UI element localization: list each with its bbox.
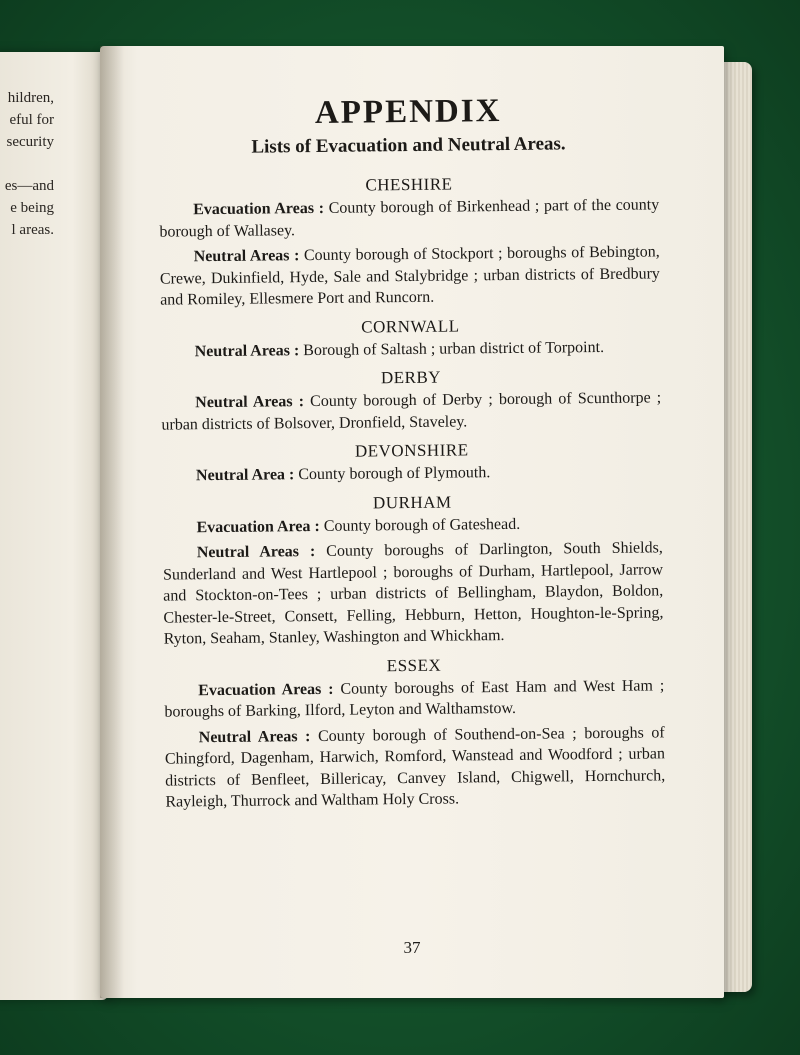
appendix-content bbox=[158, 91, 666, 817]
area-entry bbox=[162, 460, 662, 487]
left-page-text-line: es—and bbox=[4, 178, 54, 194]
area-entry bbox=[163, 537, 664, 650]
area-type-label: Evacuation Area : bbox=[196, 517, 320, 536]
county-heading: DERBY bbox=[380, 367, 442, 388]
area-list-text: County borough of Birkenhead ; part of the county borough of Wallasey. bbox=[159, 196, 660, 241]
area-list-text: County borough of Derby ; borough of Scunthorpe ; urban districts of Bolsover, Dronfield, Staveley. bbox=[161, 389, 662, 434]
appendix-subtitle: Lists of Evacuation and Neutral Areas. bbox=[251, 133, 566, 158]
left-page-text-line: e being bbox=[10, 200, 54, 216]
area-type-label: Neutral Area : bbox=[195, 466, 295, 485]
area-list-text: County borough of Stockport ; boroughs of Bebington, Crewe, Dukinfield, Hyde, Sale and Stalybridge ; urban districts of Bredbury and Romiley, Ellesmere Port and Runcorn. bbox=[159, 243, 660, 309]
left-page-text-line: security bbox=[6, 134, 54, 150]
left-page-text-line: hildren, bbox=[7, 90, 54, 106]
area-list-text: County borough of Plymouth. bbox=[298, 464, 491, 484]
county-heading: CHESHIRE bbox=[365, 174, 453, 195]
area-type-label: Neutral Areas : bbox=[193, 247, 300, 266]
area-list-text: County borough of Gateshead. bbox=[323, 515, 521, 535]
area-list-text: County borough of Southend-on-Sea ; boroughs of Chingford, Dagenham, Harwich, Romford, Wanstead and Woodford ; urban districts of Benfleet, Billericay, Canvey Island, Chigwell, Hornchurch, Rayleigh, Thurrock and Waltham Holy Cross. bbox=[164, 723, 666, 811]
page-number: 37 bbox=[403, 938, 421, 957]
appendix-page bbox=[100, 46, 724, 998]
area-entry bbox=[161, 336, 661, 363]
area-list-text: County boroughs of Darlington, South Shields, Sunderland and West Hartlepool ; boroughs of Durham, Hartlepool, Jarrow and Stockton-on-Tees ; urban districts of Bellingham, Blaydon, Boldon, Chester-le-Street, Consett, Felling, Hebburn, Hetton, Houghton-le-Spring, Ryton, Seaham, Stanley, Washington and Whickham. bbox=[162, 539, 664, 648]
area-type-label: Evacuation Areas : bbox=[193, 199, 325, 219]
area-entry bbox=[165, 722, 666, 813]
area-entry bbox=[161, 387, 661, 435]
area-type-label: Neutral Areas : bbox=[194, 341, 300, 360]
county-heading: CORNWALL bbox=[361, 315, 460, 337]
area-type-label: Neutral Areas : bbox=[196, 542, 316, 562]
area-list-text: County boroughs of East Ham and West Ham ; boroughs of Barking, Ilford, Leyton and Walthamstow. bbox=[164, 676, 665, 721]
area-entry bbox=[164, 675, 664, 723]
county-heading: DEVONSHIRE bbox=[354, 440, 469, 461]
left-page-text-line: l areas. bbox=[11, 222, 54, 238]
appendix-title: APPENDIX bbox=[314, 93, 502, 131]
area-entry bbox=[159, 194, 659, 242]
area-list-text: Borough of Saltash ; urban district of Torpoint. bbox=[303, 338, 605, 359]
left-page-text-line: eful for bbox=[9, 112, 54, 128]
area-type-label: Neutral Areas : bbox=[195, 393, 305, 412]
area-type-label: Neutral Areas : bbox=[198, 727, 311, 746]
area-entry bbox=[160, 241, 661, 311]
left-page bbox=[0, 52, 108, 1000]
county-list bbox=[159, 172, 666, 813]
county-heading: ESSEX bbox=[386, 655, 442, 675]
area-entry bbox=[162, 512, 662, 539]
area-type-label: Evacuation Areas : bbox=[198, 680, 334, 699]
county-heading: DURHAM bbox=[372, 492, 452, 512]
